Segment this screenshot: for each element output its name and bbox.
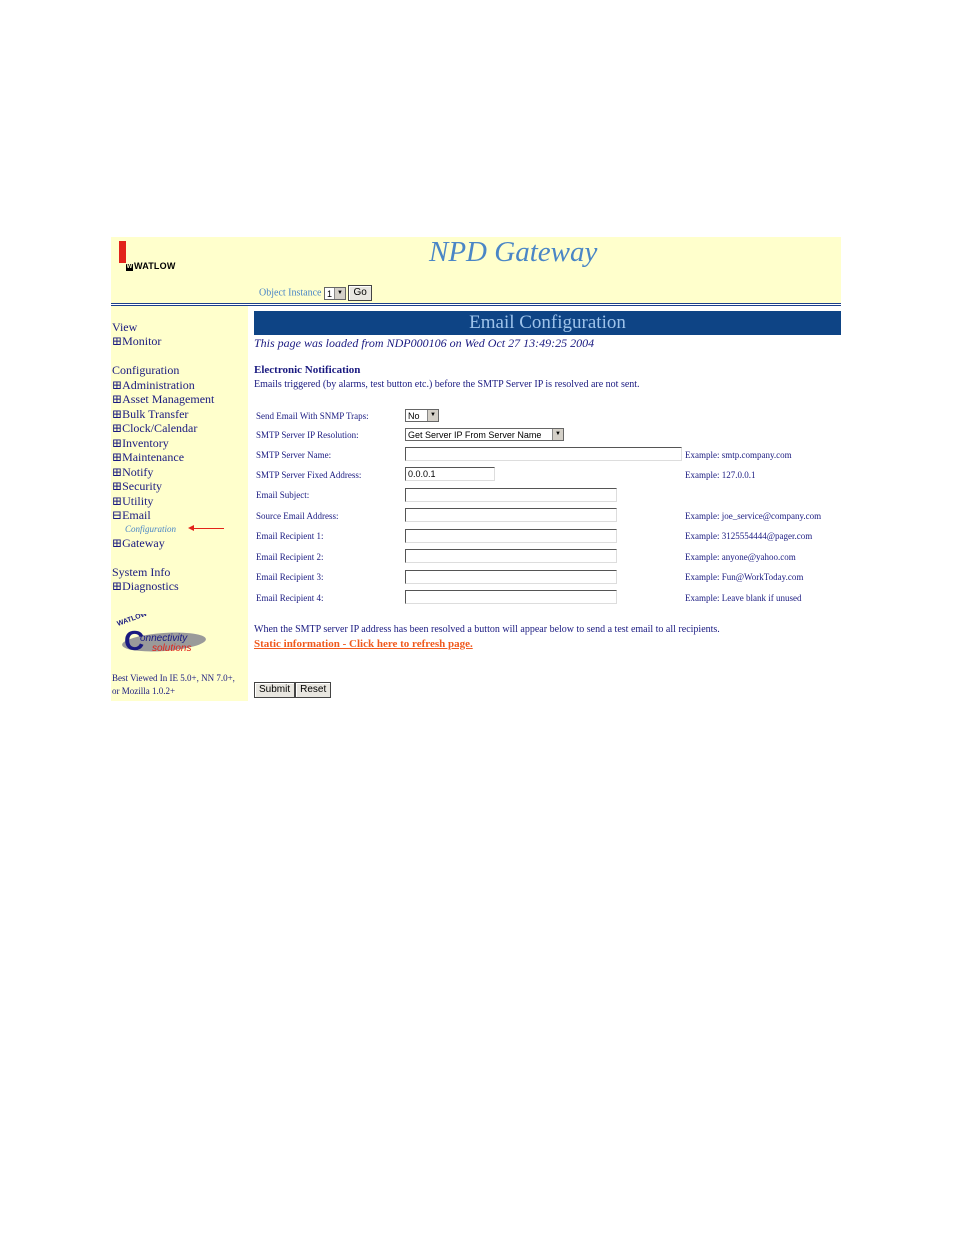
snmp-traps-value: No bbox=[408, 411, 420, 421]
sidebar-item-inventory[interactable] bbox=[112, 436, 169, 451]
expand-icon: ⊞ bbox=[112, 579, 123, 593]
recipient-4-label: Email Recipient 4: bbox=[256, 593, 324, 603]
sidebar-item-label: Inventory bbox=[122, 436, 169, 450]
recipient-3-input[interactable] bbox=[405, 570, 617, 584]
sidebar-item-label: Administration bbox=[122, 378, 195, 392]
expand-icon: ⊞ bbox=[112, 436, 123, 450]
sidebar-item-notify[interactable] bbox=[112, 465, 153, 480]
source-email-label: Source Email Address: bbox=[256, 511, 339, 521]
sidebar-item-bulk-transfer[interactable] bbox=[112, 407, 188, 422]
snmp-traps-select[interactable] bbox=[405, 409, 439, 422]
sidebar-item-monitor[interactable] bbox=[112, 334, 161, 349]
ip-resolution-value: Get Server IP From Server Name bbox=[408, 430, 542, 440]
main-content bbox=[254, 311, 841, 701]
object-instance-label: Object Instance bbox=[259, 287, 322, 299]
nav-heading-view: View bbox=[112, 320, 138, 334]
sidebar-item-label: Diagnostics bbox=[122, 579, 179, 593]
fixed-address-label: SMTP Server Fixed Address: bbox=[256, 470, 362, 480]
refresh-page-link[interactable]: Static information - Click here to refresh page. bbox=[254, 638, 473, 650]
sidebar-subitem-email-configuration[interactable]: Configuration bbox=[125, 524, 177, 534]
reset-button[interactable]: Reset bbox=[295, 682, 331, 698]
submit-button[interactable]: Submit bbox=[254, 682, 295, 698]
server-name-input[interactable] bbox=[405, 447, 682, 461]
page-load-info: This page was loaded from NDP000106 on Wed Oct 27 13:49:25 2004 bbox=[254, 336, 595, 350]
sidebar-item-security[interactable] bbox=[112, 479, 162, 494]
server-name-label: SMTP Server Name: bbox=[256, 450, 332, 460]
chevron-down-icon: ▼ bbox=[552, 429, 563, 440]
browser-compatibility-note bbox=[112, 672, 235, 698]
recipient-2-example: Example: anyone@yahoo.com bbox=[685, 552, 796, 562]
recipient-2-input[interactable] bbox=[405, 549, 617, 563]
sidebar-item-label: Maintenance bbox=[122, 450, 185, 464]
expand-icon: ⊞ bbox=[112, 479, 123, 493]
expand-icon: ⊞ bbox=[112, 494, 123, 508]
watlow-logo bbox=[119, 241, 179, 273]
ip-resolution-label: SMTP Server IP Resolution: bbox=[256, 430, 359, 440]
header-divider bbox=[111, 303, 841, 304]
nav-heading-system-info: System Info bbox=[112, 565, 171, 579]
sidebar-item-label: Asset Management bbox=[122, 392, 215, 406]
expand-icon: ⊞ bbox=[112, 407, 123, 421]
object-instance-select[interactable] bbox=[324, 287, 346, 300]
sidebar-item-label: Notify bbox=[122, 465, 154, 479]
form-buttons bbox=[254, 681, 331, 699]
sidebar-item-utility[interactable] bbox=[112, 494, 153, 509]
recipient-3-label: Email Recipient 3: bbox=[256, 572, 324, 582]
expand-icon: ⊞ bbox=[112, 450, 123, 464]
recipient-1-example: Example: 3125554444@pager.com bbox=[685, 531, 813, 541]
test-email-note: When the SMTP server IP address has been resolved a button will appear below to send a test email to all recipients. bbox=[254, 624, 720, 635]
expand-icon: ⊞ bbox=[112, 378, 123, 392]
sidebar-item-label: Utility bbox=[122, 494, 154, 508]
chevron-down-icon: ▼ bbox=[427, 410, 438, 421]
header bbox=[111, 237, 841, 303]
sidebar-item-diagnostics[interactable] bbox=[112, 579, 179, 594]
object-instance-value: 1 bbox=[326, 288, 332, 299]
source-email-example: Example: joe_service@company.com bbox=[685, 511, 822, 521]
expand-icon: ⊞ bbox=[112, 465, 123, 479]
logo-c-letter: C bbox=[124, 625, 145, 656]
arrow-line bbox=[191, 528, 224, 529]
object-instance-control bbox=[259, 285, 372, 301]
expand-icon: ⊞ bbox=[112, 334, 123, 348]
nav-heading-configuration: Configuration bbox=[112, 363, 180, 377]
snmp-traps-label: Send Email With SNMP Traps: bbox=[256, 411, 369, 421]
recipient-2-label: Email Recipient 2: bbox=[256, 552, 324, 562]
connectivity-logo-graphic bbox=[112, 614, 212, 660]
ip-resolution-select[interactable] bbox=[405, 428, 564, 441]
logo-watlow-text: WATLOW bbox=[116, 614, 149, 628]
logo-text bbox=[126, 261, 176, 271]
section-title: Electronic Notification bbox=[254, 364, 361, 376]
section-description: Emails triggered (by alarms, test button etc.) before the SMTP Server IP is resolved are not sent. bbox=[254, 379, 640, 390]
logo-bar bbox=[119, 241, 126, 263]
chevron-down-icon: ▼ bbox=[334, 288, 345, 299]
page-title: Email Configuration bbox=[254, 311, 841, 335]
sidebar-item-label: Monitor bbox=[122, 334, 162, 348]
sidebar-item-label: Gateway bbox=[122, 536, 165, 550]
collapse-icon: ⊟ bbox=[112, 508, 123, 522]
recipient-3-example: Example: Fun@WorkToday.com bbox=[685, 572, 804, 582]
expand-icon: ⊞ bbox=[112, 421, 123, 435]
subject-input[interactable] bbox=[405, 488, 617, 502]
sidebar-item-email[interactable] bbox=[112, 508, 151, 523]
app-title: NPD Gateway bbox=[429, 236, 598, 268]
sidebar-item-label: Bulk Transfer bbox=[122, 407, 189, 421]
best-viewed-line-1: Best Viewed In IE 5.0+, NN 7.0+, bbox=[112, 673, 235, 683]
sidebar-item-label: Clock/Calendar bbox=[122, 421, 198, 435]
connectivity-solutions-logo bbox=[112, 614, 212, 660]
expand-icon: ⊞ bbox=[112, 392, 123, 406]
best-viewed-line-2: or Mozilla 1.0.2+ bbox=[112, 686, 176, 696]
source-email-input[interactable] bbox=[405, 508, 617, 522]
fixed-address-input[interactable] bbox=[405, 467, 495, 481]
sidebar-item-asset-management[interactable] bbox=[112, 392, 214, 407]
logo-connectivity-text: onnectivity bbox=[140, 633, 188, 644]
sidebar-item-maintenance[interactable] bbox=[112, 450, 184, 465]
logo-solutions-text: solutions bbox=[152, 643, 192, 654]
sidebar bbox=[111, 306, 248, 701]
recipient-1-label: Email Recipient 1: bbox=[256, 531, 324, 541]
expand-icon: ⊞ bbox=[112, 536, 123, 550]
recipient-4-example: Example: Leave blank if unused bbox=[685, 593, 802, 603]
sidebar-item-label: Email bbox=[122, 508, 151, 522]
sidebar-item-clock-calendar[interactable] bbox=[112, 421, 197, 436]
recipient-1-input[interactable] bbox=[405, 529, 617, 543]
fixed-address-example: Example: 127.0.0.1 bbox=[685, 470, 756, 480]
sidebar-item-label: Security bbox=[122, 479, 163, 493]
sidebar-item-gateway[interactable] bbox=[112, 536, 165, 551]
go-button[interactable]: Go bbox=[348, 285, 371, 301]
subject-label: Email Subject: bbox=[256, 490, 310, 500]
recipient-4-input[interactable] bbox=[405, 590, 617, 604]
sidebar-item-administration[interactable] bbox=[112, 378, 195, 393]
app-frame bbox=[111, 237, 841, 701]
logo-wordmark: WATLOW bbox=[134, 261, 176, 271]
server-name-example: Example: smtp.company.com bbox=[685, 450, 792, 460]
logo-mark-icon: W bbox=[126, 264, 133, 270]
